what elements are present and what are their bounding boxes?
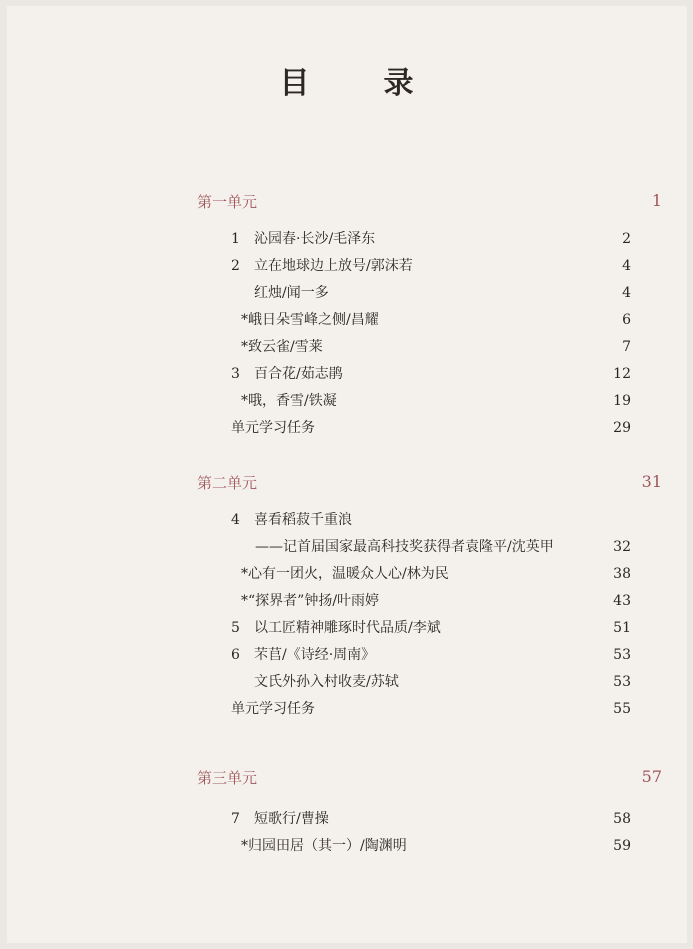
- toc-entry[interactable]: [0, 645, 662, 665]
- entry-page-number: 58: [613, 811, 631, 827]
- lesson-number: 3: [231, 366, 240, 382]
- entry-title: 沁园春·长沙/毛泽东: [254, 231, 376, 247]
- toc-entry[interactable]: [0, 391, 662, 411]
- toc-entry[interactable]: [0, 618, 662, 638]
- entry-page-number: 7: [622, 339, 631, 355]
- toc-entry[interactable]: [0, 310, 662, 330]
- entry-title: 单元学习任务: [231, 701, 315, 717]
- entry-title: *峨日朵雪峰之侧/昌耀: [241, 312, 379, 328]
- lesson-number: 4: [231, 512, 240, 528]
- entry-title: 短歌行/曹操: [254, 811, 329, 827]
- entry-title: 喜看稻菽千重浪: [254, 512, 352, 528]
- entry-title: 文氏外孙入村收麦/苏轼: [254, 674, 399, 690]
- entry-page-number: 53: [613, 674, 631, 690]
- toc-entry[interactable]: [0, 809, 662, 829]
- entry-page-number: 6: [622, 312, 631, 328]
- entry-page-number: 55: [613, 701, 631, 717]
- entry-title: ——记首届国家最高科技奖获得者袁隆平/沈英甲: [255, 539, 554, 555]
- entry-title: 百合花/茹志鹃: [254, 366, 343, 382]
- entry-page-number: 43: [613, 593, 631, 609]
- entry-title: *“探界者”钟扬/叶雨婷: [241, 593, 380, 609]
- lesson-number: 1: [231, 231, 240, 247]
- entry-page-number: 12: [613, 366, 631, 382]
- entry-title: 单元学习任务: [231, 420, 315, 436]
- entry-title: 红烛/闻一多: [254, 285, 329, 301]
- toc-entry[interactable]: [0, 337, 662, 357]
- unit-page-number: 57: [641, 767, 662, 786]
- toc-entry[interactable]: [0, 283, 662, 303]
- unit-page-number: 1: [651, 191, 662, 210]
- unit-label: 第二单元: [197, 474, 258, 492]
- entry-page-number: 4: [622, 285, 631, 301]
- entry-page-number: 29: [613, 420, 631, 436]
- unit-task-entry[interactable]: [0, 699, 662, 719]
- page-title: 目 录: [279, 66, 436, 101]
- toc-entry[interactable]: [0, 229, 662, 249]
- toc-entry[interactable]: [0, 672, 662, 692]
- toc-entry[interactable]: [0, 836, 662, 856]
- unit-label: 第一单元: [197, 193, 258, 211]
- toc-entry[interactable]: [0, 564, 662, 584]
- unit-task-entry[interactable]: [0, 418, 662, 438]
- entry-page-number: 4: [622, 258, 631, 274]
- book-page: [7, 6, 687, 943]
- entry-page-number: 59: [613, 838, 631, 854]
- lesson-number: 5: [231, 620, 240, 636]
- entry-page-number: 2: [622, 231, 631, 247]
- entry-page-number: 53: [613, 647, 631, 663]
- toc-entry[interactable]: [0, 510, 662, 530]
- toc-entry[interactable]: [0, 591, 662, 611]
- toc-entry[interactable]: [0, 256, 662, 276]
- entry-title: *致云雀/雪莱: [241, 339, 323, 355]
- entry-page-number: 19: [613, 393, 631, 409]
- lesson-number: 7: [231, 811, 240, 827]
- entry-page-number: 38: [613, 566, 631, 582]
- entry-title: 芣苢/《诗经·周南》: [254, 647, 376, 663]
- unit-page-number: 31: [641, 472, 662, 491]
- lesson-number: 6: [231, 647, 240, 663]
- entry-title: *归园田居（其一）/陶渊明: [241, 838, 407, 854]
- toc-entry[interactable]: [0, 364, 662, 384]
- unit-label: 第三单元: [197, 769, 258, 787]
- entry-title: *哦，香雪/铁凝: [241, 393, 337, 409]
- entry-page-number: 32: [613, 539, 631, 555]
- lesson-number: 2: [231, 258, 240, 274]
- entry-page-number: 51: [613, 620, 631, 636]
- entry-title: *心有一团火，温暖众人心/林为民: [241, 566, 449, 582]
- entry-title: 立在地球边上放号/郭沫若: [254, 258, 413, 274]
- entry-title: 以工匠精神雕琢时代品质/李斌: [254, 620, 441, 636]
- toc-entry[interactable]: [0, 537, 662, 557]
